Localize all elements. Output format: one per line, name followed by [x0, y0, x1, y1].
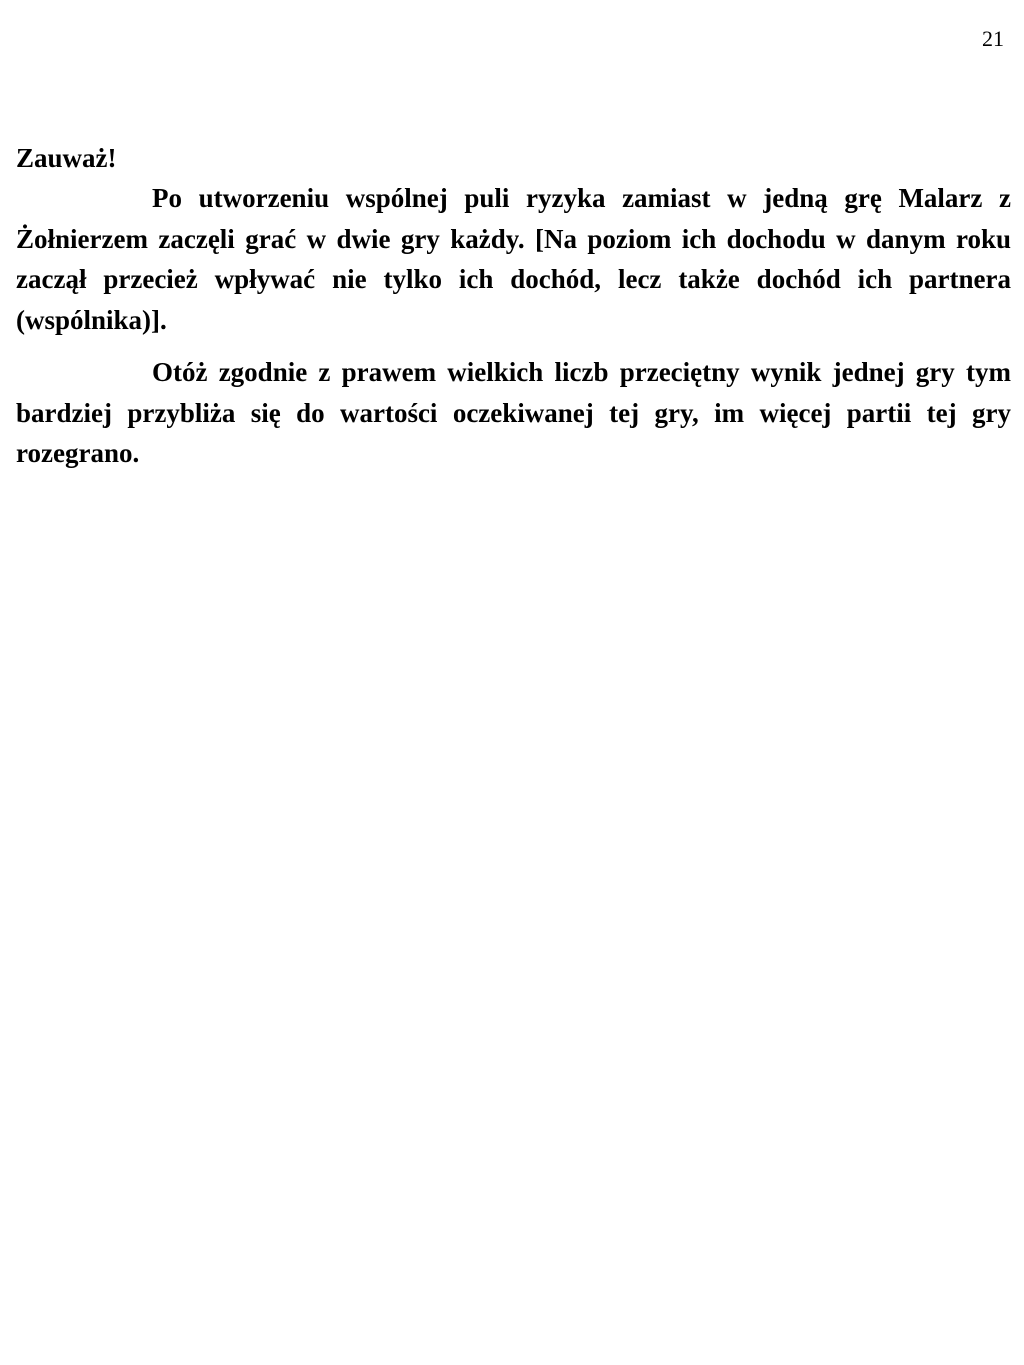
section-heading: Zauważ! — [16, 143, 117, 173]
paragraph-1: Po utworzeniu wspólnej puli ryzyka zamiast w jedną grę Malarz z Żołnierzem zaczęli grać w dwie gry każdy. [Na poziom ich dochodu w danym roku zaczął przecież wpływać nie tylko ich dochód, lecz także dochód ich partnera (wspólnika)]. — [16, 183, 1011, 335]
paragraph-2: Otóż zgodnie z prawem wielkich liczb przeciętny wynik jednej gry tym bardziej przybliża się do wartości oczekiwanej tej gry, im więcej partii tej gry rozegrano. — [16, 357, 1011, 468]
page-number: 21 — [982, 26, 1004, 51]
document-body — [16, 138, 1011, 474]
